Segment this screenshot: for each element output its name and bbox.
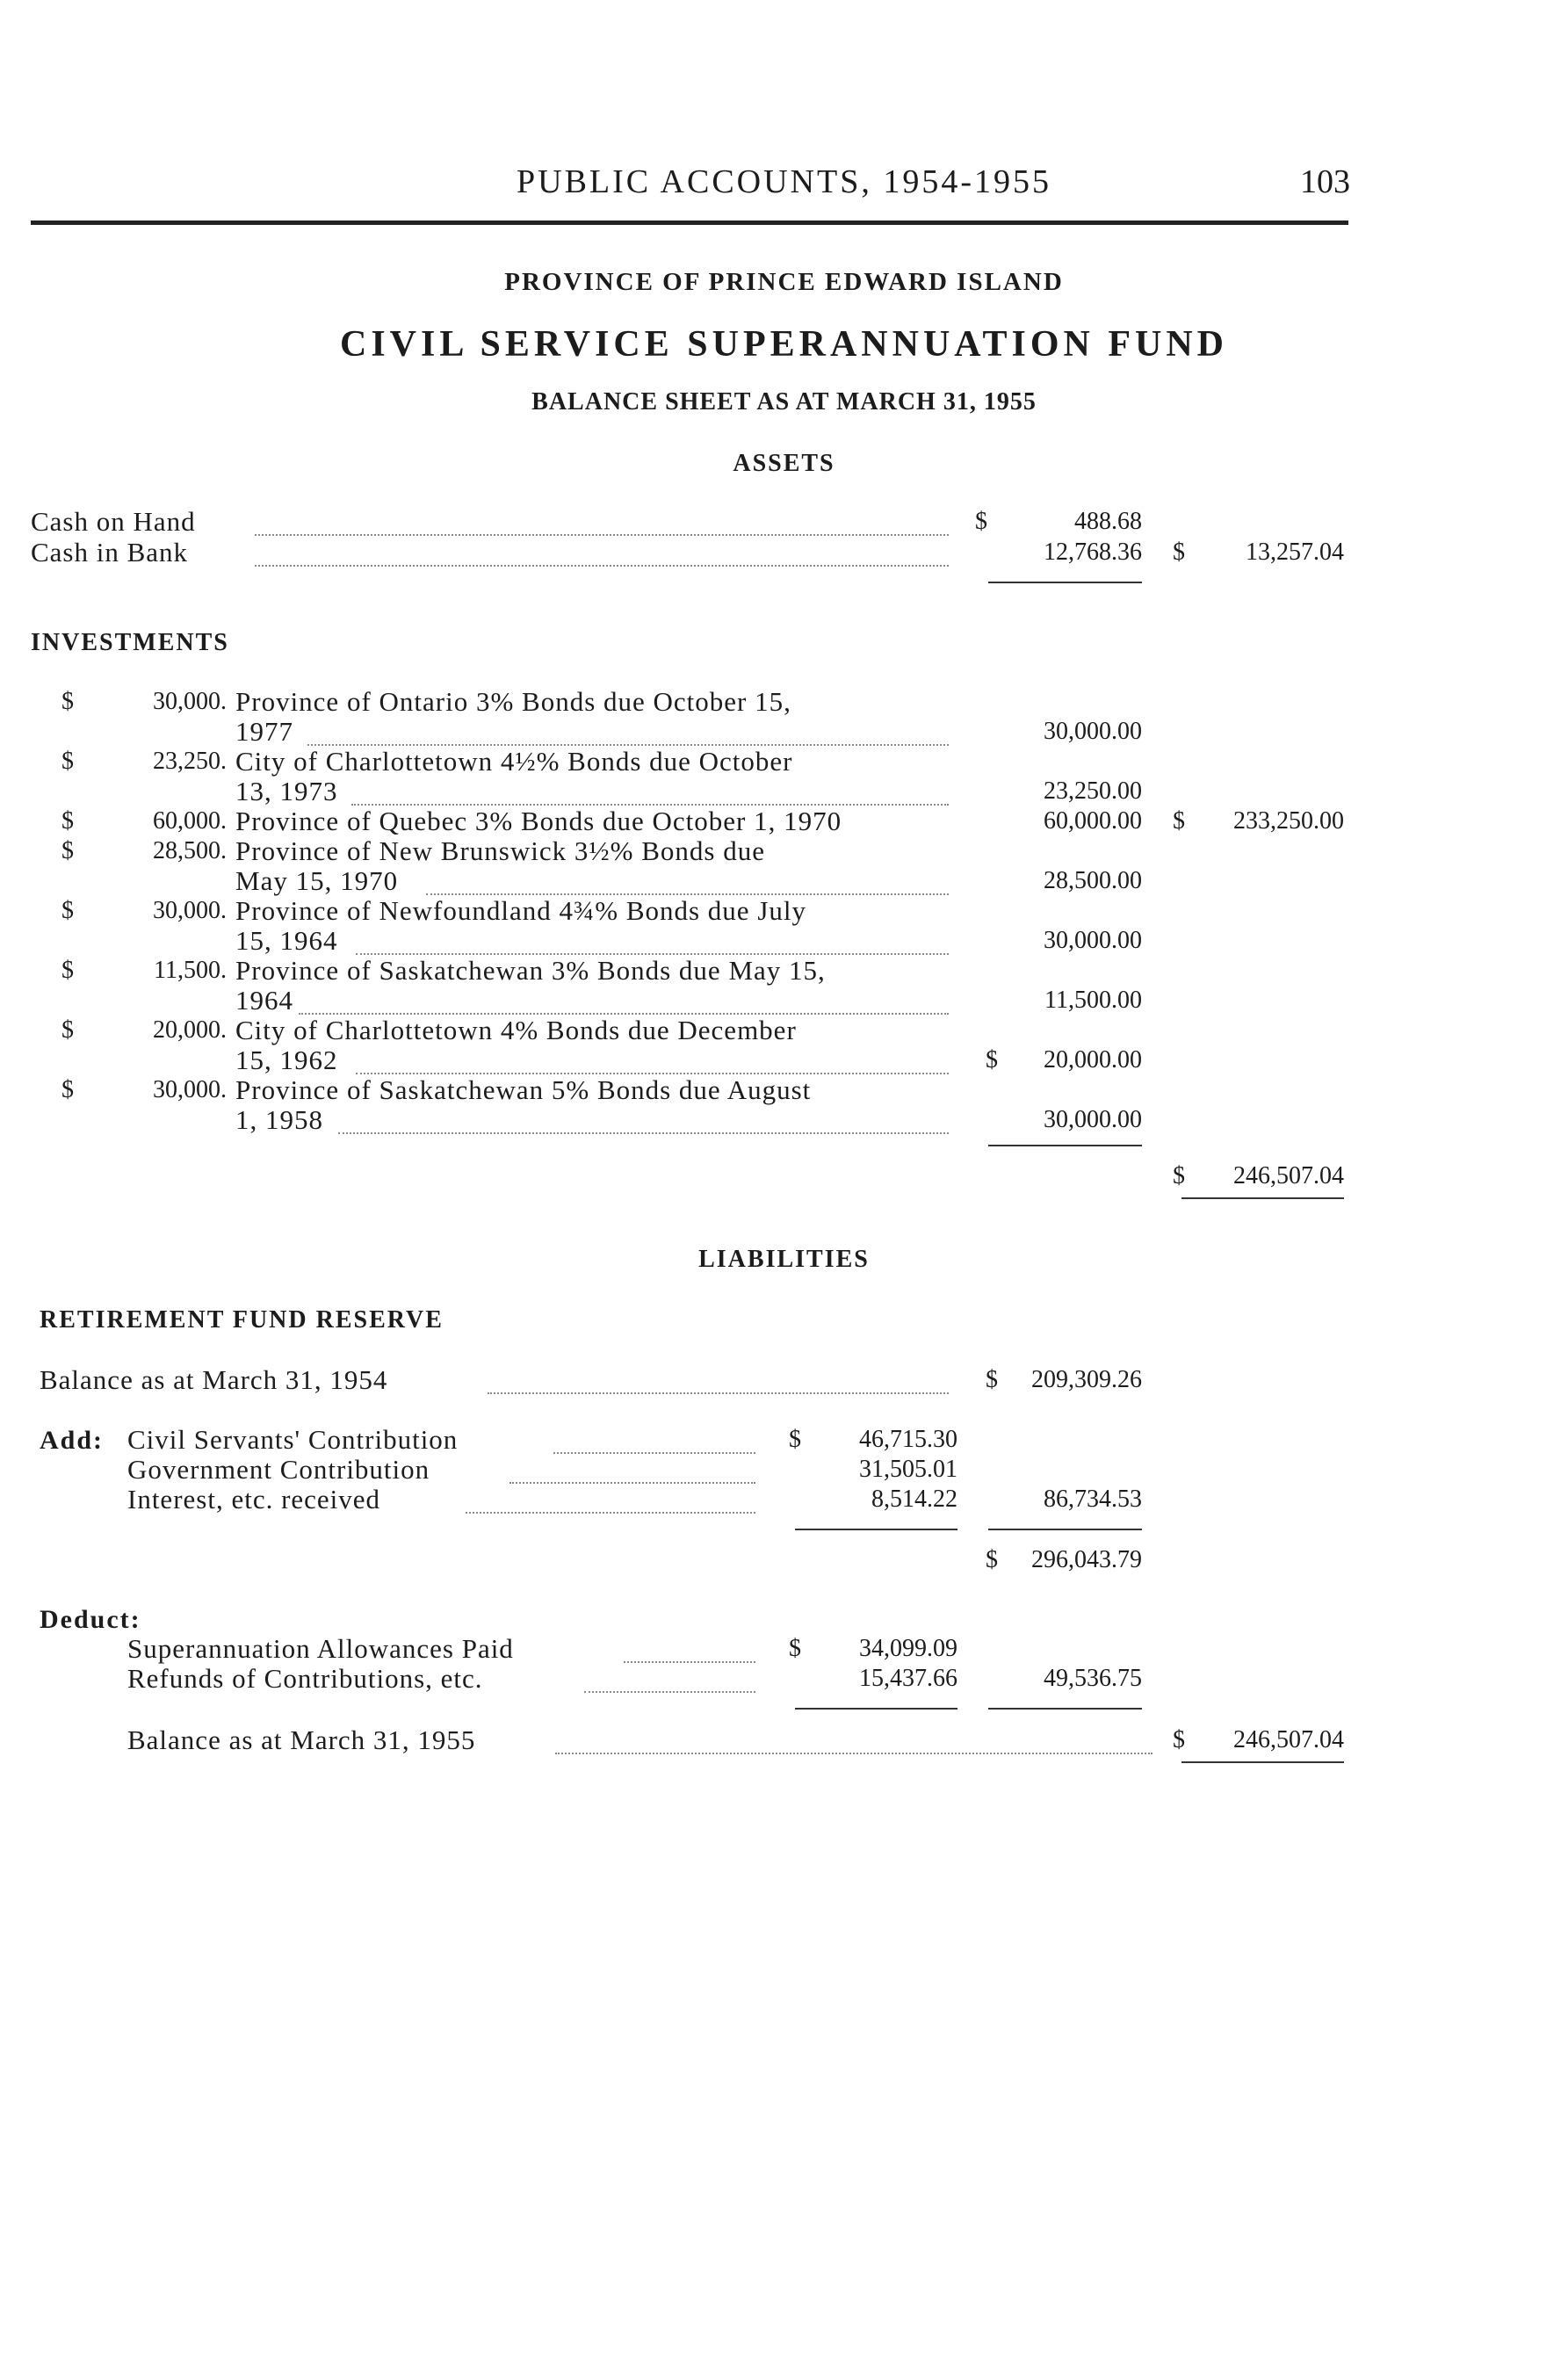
reserve-heading: RETIREMENT FUND RESERVE <box>40 1306 444 1334</box>
investment-description: Province of Newfoundland 4¾% Bonds due July <box>235 895 806 926</box>
province-title: PROVINCE OF PRINCE EDWARD ISLAND <box>504 268 1064 296</box>
liabilities-heading: LIABILITIES <box>698 1246 870 1273</box>
face-dollar: $ <box>61 688 74 715</box>
total-rule <box>1181 1197 1344 1199</box>
leader-dots <box>466 1512 755 1514</box>
add-item-amount: 31,505.01 <box>859 1456 957 1483</box>
add-item-label: Civil Servants' Contribution <box>127 1424 459 1455</box>
deduct-item-label: Refunds of Contributions, etc. <box>127 1663 483 1694</box>
dollar-sign: $ <box>1173 1726 1185 1753</box>
add-label: Add: <box>40 1426 105 1455</box>
deduct-item-amount: 15,437.66 <box>859 1665 957 1692</box>
investment-description: Province of Saskatchewan 3% Bonds due May 15, <box>235 955 826 986</box>
running-title: PUBLIC ACCOUNTS, 1954-1955 <box>517 163 1051 200</box>
face-value: 30,000. <box>153 897 227 924</box>
deduct-item-amount: 34,099.09 <box>859 1635 957 1662</box>
face-dollar: $ <box>61 1016 74 1044</box>
investment-description: Province of Quebec 3% Bonds due October 1, 1970 <box>235 806 842 836</box>
investments-total-amount: 233,250.00 <box>1233 807 1344 835</box>
subtotal-rule <box>795 1708 957 1710</box>
face-dollar: $ <box>61 837 74 864</box>
add-item-amount: 8,514.22 <box>871 1486 957 1513</box>
leader-dots <box>338 1132 949 1134</box>
opening-balance-label: Balance as at March 31, 1954 <box>40 1364 388 1395</box>
add-item-amount: 46,715.30 <box>859 1426 957 1453</box>
face-value: 28,500. <box>153 837 227 864</box>
investment-description-cont: May 15, 1970 <box>235 865 399 896</box>
deduct-total-amount: 49,536.75 <box>1044 1665 1142 1692</box>
leader-dots <box>255 565 949 567</box>
leader-dots <box>553 1452 755 1454</box>
header-rule <box>31 220 1348 225</box>
investment-description-cont: 15, 1962 <box>235 1045 338 1075</box>
subtotal-rule <box>795 1529 957 1530</box>
opening-balance-amount: 209,309.26 <box>1031 1366 1142 1393</box>
investment-amount: 30,000.00 <box>1044 1106 1142 1133</box>
dollar-sign: $ <box>986 1046 998 1074</box>
investment-amount: 23,250.00 <box>1044 777 1142 805</box>
dollar-sign: $ <box>1173 807 1185 835</box>
face-value: 20,000. <box>153 1016 227 1044</box>
investment-description-cont: 1964 <box>235 985 293 1016</box>
leader-dots <box>255 534 949 536</box>
investment-description-cont: 1977 <box>235 716 293 747</box>
investment-description-cont: 13, 1973 <box>235 776 338 806</box>
cash-on-hand-label: Cash on Hand <box>31 506 196 537</box>
face-value: 30,000. <box>153 1076 227 1103</box>
deduct-label: Deduct: <box>40 1605 141 1634</box>
dollar-sign: $ <box>986 1366 998 1393</box>
closing-balance-amount: 246,507.04 <box>1233 1726 1344 1753</box>
subtotal-rule <box>988 582 1142 583</box>
investment-amount: 30,000.00 <box>1044 718 1142 745</box>
dollar-sign: $ <box>975 508 987 535</box>
cash-in-bank-amount: 12,768.36 <box>1044 539 1142 566</box>
face-value: 11,500. <box>154 957 227 984</box>
cash-in-bank-label: Cash in Bank <box>31 537 189 568</box>
subtotal-amount: 296,043.79 <box>1031 1546 1142 1573</box>
investment-description-cont: 1, 1958 <box>235 1104 323 1135</box>
investments-heading: INVESTMENTS <box>31 629 229 656</box>
cash-total-amount: 13,257.04 <box>1246 539 1344 566</box>
investment-description: Province of New Brunswick 3½% Bonds due <box>235 835 765 866</box>
page-number: 103 <box>1300 163 1350 200</box>
fund-title: CIVIL SERVICE SUPERANNUATION FUND <box>339 324 1229 365</box>
investment-amount: 20,000.00 <box>1044 1046 1142 1074</box>
leader-dots <box>555 1753 1153 1754</box>
subtotal-rule <box>988 1529 1142 1530</box>
investment-description-cont: 15, 1964 <box>235 925 338 956</box>
face-value: 30,000. <box>153 688 227 715</box>
investment-amount: 28,500.00 <box>1044 867 1142 894</box>
closing-balance-label: Balance as at March 31, 1955 <box>127 1724 476 1755</box>
face-dollar: $ <box>61 1076 74 1103</box>
investment-description: City of Charlottetown 4% Bonds due December <box>235 1015 797 1045</box>
deduct-item-label: Superannuation Allowances Paid <box>127 1633 514 1664</box>
investment-description: Province of Saskatchewan 5% Bonds due August <box>235 1074 812 1105</box>
subtotal-rule <box>988 1145 1142 1146</box>
face-dollar: $ <box>61 897 74 924</box>
cash-on-hand-amount: 488.68 <box>1074 508 1142 535</box>
face-value: 23,250. <box>153 748 227 775</box>
add-item-label: Government Contribution <box>127 1454 430 1485</box>
total-rule <box>1181 1761 1344 1763</box>
leader-dots <box>488 1392 949 1394</box>
assets-heading: ASSETS <box>733 450 835 477</box>
investment-amount: 30,000.00 <box>1044 927 1142 954</box>
investment-description: City of Charlottetown 4½% Bonds due October <box>235 746 793 777</box>
leader-dots <box>509 1482 755 1484</box>
investment-amount: 60,000.00 <box>1044 807 1142 835</box>
dollar-sign: $ <box>789 1426 801 1453</box>
balance-sheet-title: BALANCE SHEET AS AT MARCH 31, 1955 <box>531 388 1037 416</box>
leader-dots <box>624 1661 755 1663</box>
face-dollar: $ <box>61 957 74 984</box>
face-value: 60,000. <box>153 807 227 835</box>
leader-dots <box>584 1691 755 1693</box>
dollar-sign: $ <box>1173 1162 1185 1189</box>
face-dollar: $ <box>61 807 74 835</box>
add-total-amount: 86,734.53 <box>1044 1486 1142 1513</box>
dollar-sign: $ <box>789 1635 801 1662</box>
add-item-label: Interest, etc. received <box>127 1484 381 1515</box>
face-dollar: $ <box>61 748 74 775</box>
investment-amount: 11,500.00 <box>1044 987 1142 1014</box>
subtotal-rule <box>988 1708 1142 1710</box>
investment-description: Province of Ontario 3% Bonds due October 15, <box>235 686 791 717</box>
assets-grand-total: 246,507.04 <box>1233 1162 1344 1189</box>
dollar-sign: $ <box>1173 539 1185 566</box>
dollar-sign: $ <box>986 1546 998 1573</box>
